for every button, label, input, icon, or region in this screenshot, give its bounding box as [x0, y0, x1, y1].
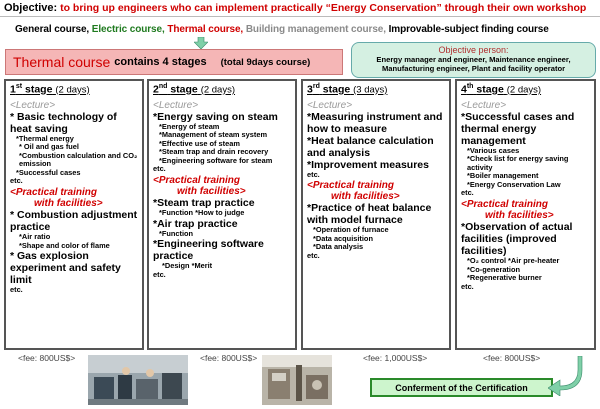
subtopic-item: *Function	[159, 228, 194, 238]
stage-3-title: 3rd stage (3 days)	[307, 83, 388, 96]
etc-text: etc.	[307, 169, 320, 179]
subtopic-item: *Co-generation	[467, 264, 520, 274]
stage-4-fee: <fee: 800US$>	[483, 353, 541, 363]
objective-person-title: Objective person:	[438, 45, 509, 55]
stage-4-box	[455, 79, 596, 350]
subtopic-item: *Energy of steam	[159, 121, 220, 131]
objective-banner	[0, 0, 600, 17]
lecture-heading: <Lecture>	[461, 99, 507, 111]
stage-1-fee: <fee: 800US$>	[18, 353, 76, 363]
subtopic-item: * Oil and gas fuel	[19, 142, 79, 152]
course-electric: Electric course,	[91, 24, 165, 35]
etc-text: etc.	[461, 188, 474, 198]
topic-item: *Measuring instrument and how to measure	[307, 110, 443, 135]
stage-2-title: 2nd stage (2 days)	[153, 83, 236, 96]
topic-item: *Engineering software practice	[153, 238, 264, 263]
subtopic-item: *Data analysis	[313, 242, 364, 252]
topic-item: *Observation of actual facilities (improved facilities)	[461, 221, 573, 258]
stage-3-fee: <fee: 1,000US$>	[363, 353, 428, 363]
etc-text: etc.	[153, 164, 166, 174]
thermal-course-contains: contains 4 stages	[114, 56, 207, 68]
topic-item: *Air trap practice	[153, 217, 238, 230]
stage-4-title: 4th stage (2 days)	[461, 83, 542, 96]
lecture-heading: <Lecture>	[307, 99, 353, 111]
subtopic-item: *Regenerative burner	[467, 273, 542, 283]
practical-heading: <Practical training with facilities>	[307, 180, 400, 203]
subtopic-item: *Function *How to judge	[159, 208, 245, 218]
subtopic-item: *Data acquisition	[313, 233, 373, 243]
thermal-course-total: (total 9days course)	[220, 56, 311, 68]
training-photo-2	[262, 355, 332, 405]
subtopic-item: *Various cases	[467, 145, 520, 155]
stage-2-fee: <fee: 800US$>	[200, 353, 258, 363]
topic-item: *Heat balance calculation and analysis	[307, 134, 434, 159]
etc-text: etc.	[307, 250, 320, 260]
subtopic-item: *Effective use of steam	[159, 138, 240, 148]
subtopic-item: *Steam trap and drain recovery	[159, 147, 269, 157]
objective-person-line1: Energy manager and engineer, Maintenance engineer,	[376, 55, 571, 64]
objective-label: Objective:	[4, 2, 58, 14]
subtopic-item: *Shape and color of flame	[19, 240, 110, 250]
etc-text: etc.	[10, 285, 23, 295]
course-thermal: Thermal course,	[167, 24, 244, 35]
objective-person-box	[351, 42, 596, 78]
curved-arrow-icon	[548, 356, 584, 396]
lecture-heading: <Lecture>	[153, 99, 199, 111]
subtopic-item: *Energy Conservation Law	[467, 179, 561, 189]
subtopic-item: *Combustion calculation and CO₂ emission	[19, 150, 138, 169]
course-improvable: Improvable-subject finding course	[388, 24, 549, 35]
topic-item: * Combustion adjustment practice	[10, 209, 138, 234]
etc-text: etc.	[153, 269, 166, 279]
practical-heading: <Practical training with facilities>	[461, 199, 554, 222]
topic-item: *Practice of heat balance with model furnace	[307, 202, 432, 227]
certification-box: Conferment of the Certification	[370, 378, 553, 397]
objective-text: to bring up engineers who can implement practically “Energy Conservation” through their own workshop	[60, 2, 587, 14]
stage-3-box	[301, 79, 451, 350]
course-general: General course,	[15, 24, 90, 35]
subtopic-item: *Thermal energy	[16, 133, 74, 143]
etc-text: etc.	[10, 176, 23, 186]
subtopic-item: *Boiler management	[467, 171, 539, 181]
stage-1-title: 1st stage (2 days)	[10, 83, 90, 96]
thermal-course-title: Thermal course	[13, 54, 111, 70]
subtopic-item: *Check list for energy saving activity	[467, 154, 569, 172]
subtopic-item: *Operation of furnace	[313, 225, 389, 235]
subtopic-item: *Management of steam system	[159, 130, 268, 140]
objective-person-line2: Manufacturing engineer, Plant and facility operator	[381, 64, 566, 73]
topic-item: *Successful cases and thermal energy management	[461, 110, 575, 147]
practical-heading: <Practical training with facilities>	[153, 175, 246, 198]
arrow-down-icon	[194, 37, 208, 49]
stage-2-box	[147, 79, 297, 350]
stage-1-box	[4, 79, 144, 350]
course-list	[15, 24, 549, 35]
topic-item: * Basic technology of heat saving	[10, 110, 117, 135]
topic-item: * Gas explosion experiment and safety limit	[10, 250, 121, 287]
course-building: Building management course,	[245, 24, 386, 35]
thermal-course-banner	[5, 49, 343, 75]
subtopic-item: *Successful cases	[16, 167, 81, 177]
subtopic-item: *O₂ control *Air pre-heater	[467, 256, 560, 266]
topic-item: *Energy saving on steam	[153, 110, 278, 123]
subtopic-item: *Design *Merit	[162, 261, 213, 271]
topic-item: *Improvement measures	[307, 158, 429, 171]
training-photo-1	[88, 355, 188, 405]
practical-heading: <Practical training with facilities>	[10, 187, 103, 210]
topic-item: *Steam trap practice	[153, 197, 255, 210]
subtopic-item: *Engineering software for steam	[159, 155, 273, 165]
subtopic-item: *Air ratio	[19, 232, 51, 242]
lecture-heading: <Lecture>	[10, 99, 56, 111]
etc-text: etc.	[461, 281, 474, 291]
